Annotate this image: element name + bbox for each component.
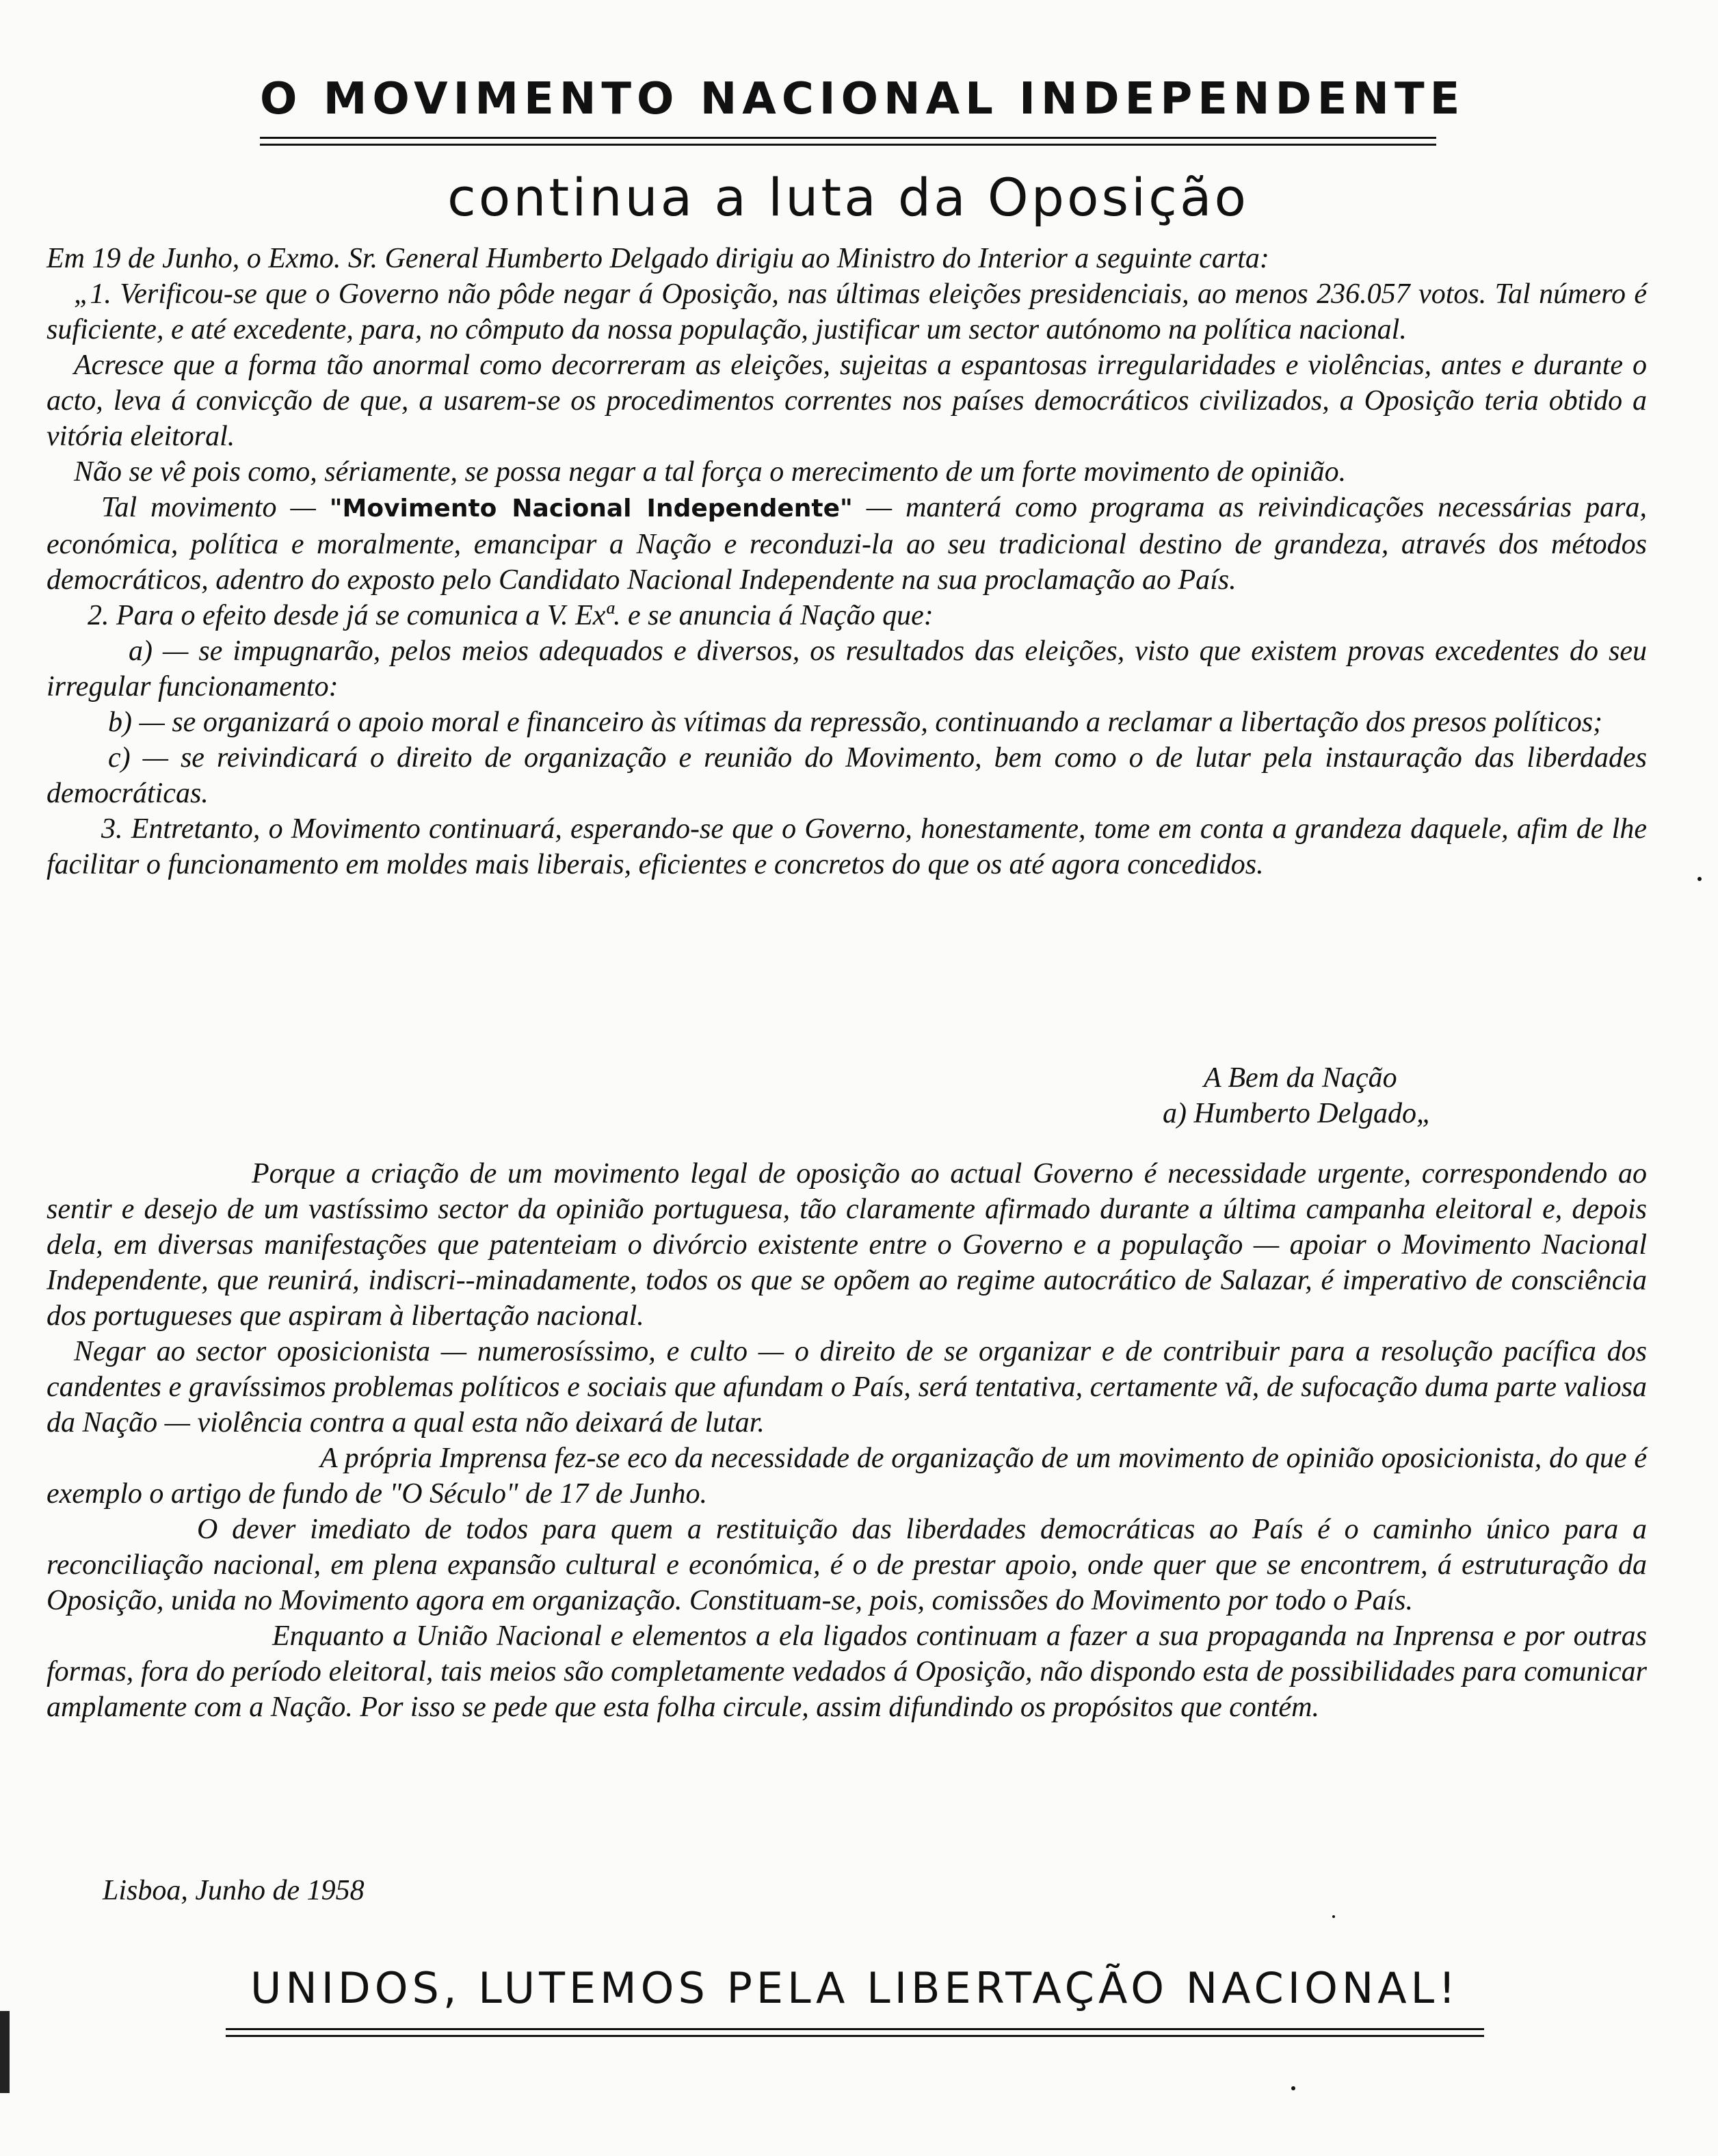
letter-paragraph-4 [47,490,1654,598]
letter-intro: Em 19 de Junho, o Exmo. Sr. General Humberto Delgado dirigiu ao Ministro do Interior a seguinte carta: [47,243,1269,274]
letter-point-c: c) — se reivindicará o direito de organização e reunião do Movimento, bem como o de lutar pela instauração das liberdades democráticas. [47,742,1654,809]
slogan-rule [226,2035,1484,2037]
commentary-paragraph-5: Enquanto a União Nacional e elementos a ela ligados continuam a fazer a sua propaganda na Inprensa e por outras formas, fora do período eleitoral, tais meios são completamente vedados á Oposição, não dispondo esta de possibilidades para comunicar amplamente com a Nação. Por isso se pede que esta folha circule, assim difundindo os propósitos que contém. [47,1620,1654,1723]
print-speck [1291,2086,1295,2090]
letter-point-3: 3. Entretanto, o Movimento continuará, esperando-se que o Governo, honestamente, tome em conta a grandeza daquele, afim de lhe facilitar o funcionamento em moldes mais liberais, eficientes e concretos do que os até agora concedidos. [47,813,1654,880]
closing-slogan: UNIDOS, LUTEMOS PELA LIBERTAÇÃO NACIONAL! [250,1963,1460,2013]
letter-body [47,241,1654,882]
print-speck [1332,1915,1335,1918]
letter-paragraph-2: Acresce que a forma tão anormal como decorreram as eleições, sujeitas a espantosas irregularidades e violências, antes e durante o acto, leva á convicção de que, a usarem-se os procedimentos correntes nos países democráticos civilizados, a Oposição teria obtido a vitória eleitoral. [47,350,1654,452]
letter-signature: a) Humberto Delgado„ [1163,1098,1433,1129]
scan-edge-mark [0,2011,10,2093]
title-rule [260,144,1436,146]
document-title: O MOVIMENTO NACIONAL INDEPENDENTE [260,74,1466,124]
letter-paragraph-1: „1. Verificou-se que o Governo não pôde negar á Oposição, nas últimas eleições presidenciais, ao menos 236.057 votos. Tal número é suficiente, e até excedente, para, no cômputo da nossa população, justificar um sector autónomo na política nacional. [47,278,1654,345]
commentary-paragraph-3: A própria Imprensa fez-se eco da necessidade de organização de um movimento de opinião oposicionista, do que é exemplo o artigo de fundo de "O Século" de 17 de Junho. [47,1443,1654,1510]
commentary-paragraph-4: O dever imediato de todos para quem a restituição das liberdades democráticas ao País é o caminho único para a reconciliação nacional, em plena expansão cultural e económica, é o de prestar apoio, onde quer que se encontrem, á estruturação da Oposição, unida no Movimento agora em organização. Constituam-se, pois, comissões do Movimento por todo o País. [47,1514,1654,1616]
movement-name: "Movimento Nacional Independente" [329,495,853,523]
document-subtitle: continua a luta da Oposição [447,167,1250,228]
commentary-paragraph-1: Porque a criação de um movimento legal de oposição ao actual Governo é necessidade urgente, correspondendo ao sentir e desejo de um vastíssimo sector da opinião portuguesa, tão claramente afirmado durante a última campanha eleitoral e, depois dela, em diversas manifestações que patenteiam o divórcio existente entre o Governo e a população — apoiar o Movimento Nacional Independente, que reunirá, indiscri--minadamente, todos os que se opõem ao regime autocrático de Salazar, é imperativo de consciência dos portugueses que aspiram à libertação nacional. [47,1158,1654,1332]
letter-point-b: b) — se organizará o apoio moral e financeiro às vítimas da repressão, continuando a reclamar a libertação dos presos políticos; [108,707,1603,738]
commentary-body [47,1156,1654,1725]
print-speck [1697,877,1702,881]
letter-paragraph-3: Não se vê pois como, sériamente, se possa negar a tal força o merecimento de um forte movimento de opinião. [74,456,1347,488]
commentary-paragraph-2: Negar ao sector oposicionista — numerosíssimo, e culto — o direito de se organizar e de contribuir para a resolução pacífica dos candentes e gravíssimos problemas políticos e sociais que afundam o País, será tentativa, certamente vã, de sufocação duma parte valiosa da Nação — violência contra a qual esta não deixará de lutar. [47,1336,1654,1438]
letter-point-2: 2. Para o efeito desde já se comunica a V. Exª. e se anuncia á Nação que: [88,600,934,631]
document-date: Lisboa, Junho de 1958 [103,1875,365,1906]
slogan-rule [226,2028,1484,2030]
letter-closing: A Bem da Nação [1204,1062,1397,1094]
letter-paragraph-4-start: Tal movimento — [101,492,330,523]
title-rule [260,137,1436,139]
letter-point-a: a) — se impugnarão, pelos meios adequados e diversos, os resultados das eleições, visto que existem provas excedentes do seu irregular funcionamento: [47,635,1654,702]
letter-paragraph-4-end: — manterá como programa as reivindicações necessárias para, económica, política e moralmente, emancipar a Nação e reconduzi-la ao seu tradicional destino de grandeza, através dos métodos democráticos, adentro do exposto pelo Candidato Nacional Independente na sua proclamação ao País. [47,492,1654,596]
